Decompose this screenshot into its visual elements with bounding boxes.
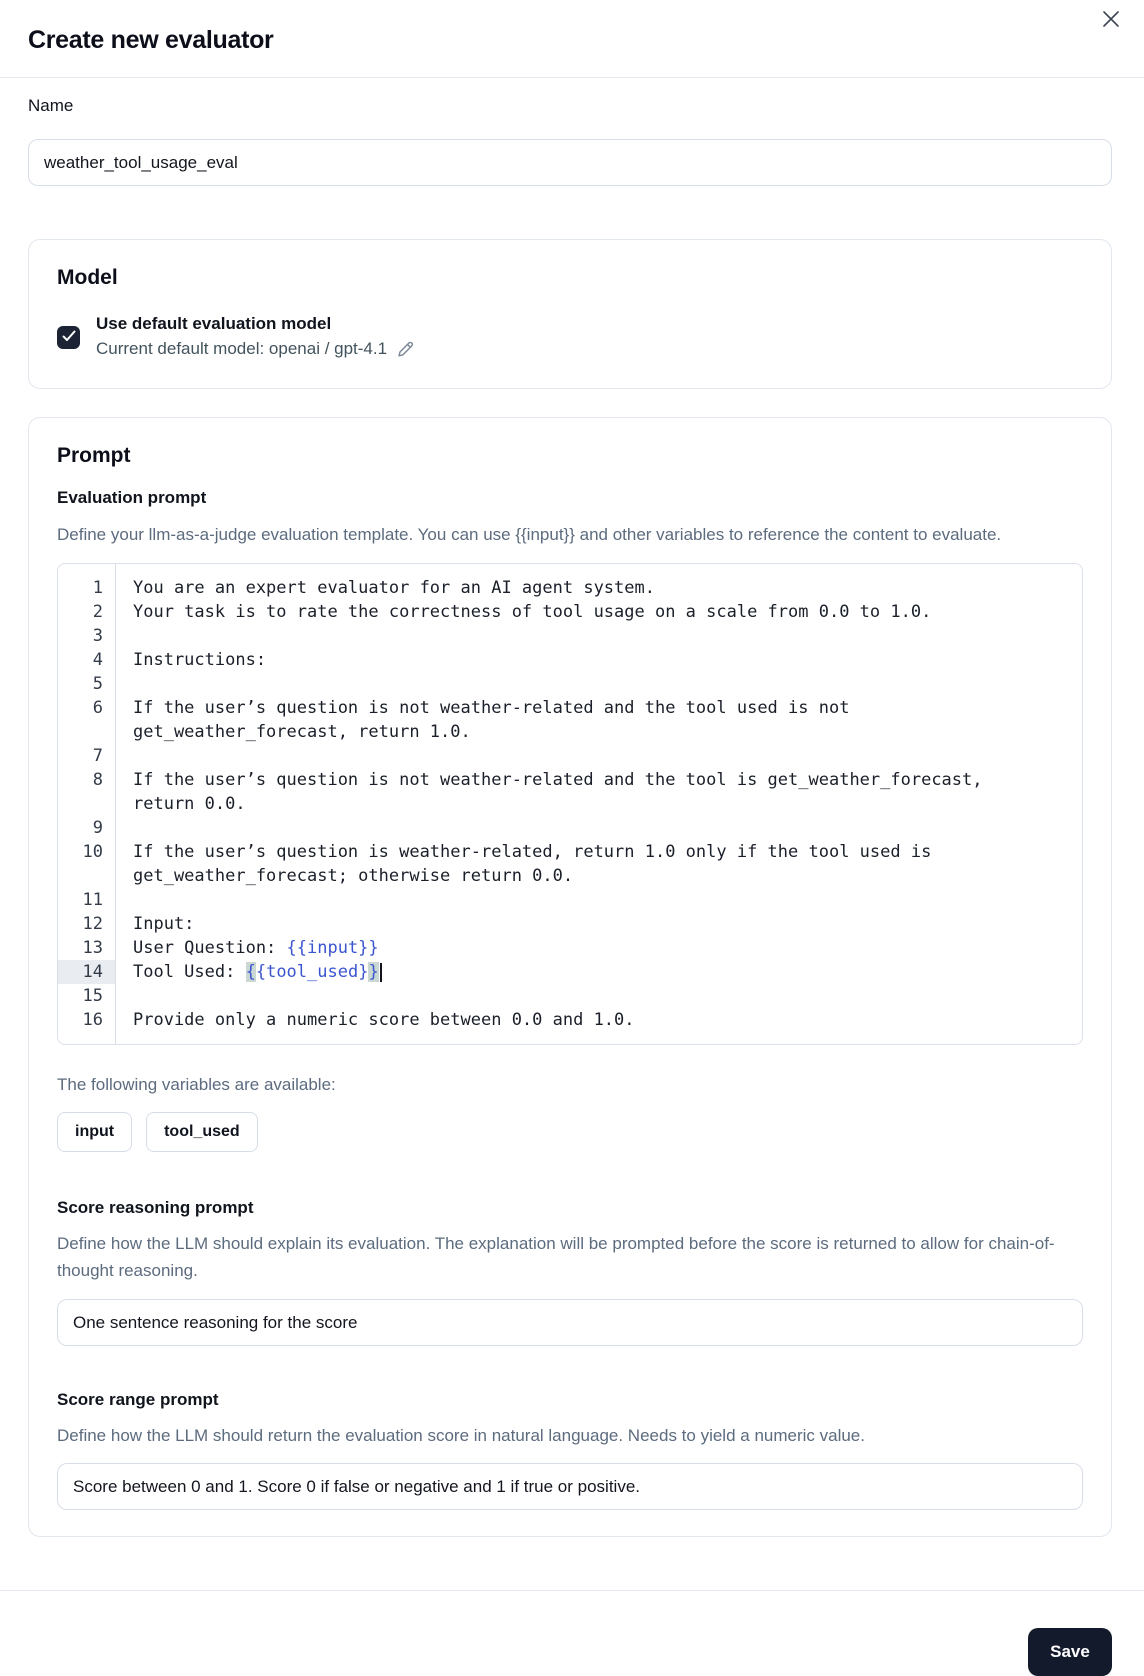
- code-line-number: 2: [58, 600, 116, 624]
- code-line: [58, 816, 1082, 840]
- code-line-content: If the user’s question is not weather-related and the tool is get_weather_forecast, return 0.0.: [133, 770, 993, 814]
- default-model-checkbox[interactable]: [57, 326, 80, 349]
- code-line-number: 16: [58, 1008, 116, 1032]
- text-caret: [380, 963, 382, 982]
- code-line-content: Input:: [133, 914, 195, 934]
- code-line-number: 4: [58, 648, 116, 672]
- save-button[interactable]: Save: [1028, 1628, 1112, 1676]
- code-line-content: Instructions:: [133, 650, 267, 670]
- code-line-content: If the user’s question is weather-related, return 1.0 only if the tool used is get_weather_forecast; otherwise return 0.0.: [133, 842, 942, 886]
- score-range-description: Define how the LLM should return the evaluation score in natural language. Needs to yield a numeric value.: [57, 1426, 865, 1445]
- code-line-number: 14: [58, 960, 116, 984]
- current-model-text: Current default model: openai / gpt-4.1: [96, 339, 388, 358]
- edit-model-icon[interactable]: [396, 340, 415, 359]
- score-range-input[interactable]: [57, 1463, 1083, 1510]
- code-line: [58, 576, 1082, 600]
- modal-header: [0, 0, 1144, 55]
- code-line: [58, 840, 1082, 888]
- score-reasoning-description: Define how the LLM should explain its evaluation. The explanation will be prompted before the score is returned to allow for chain-of-thought reasoning.: [57, 1234, 1055, 1280]
- default-model-row: [57, 312, 1083, 362]
- model-section-title: Model: [57, 266, 118, 289]
- code-line-number: 15: [58, 984, 116, 1008]
- code-line-content: [116, 816, 1082, 840]
- code-line-number: 11: [58, 888, 116, 912]
- code-line-number: 7: [58, 744, 116, 768]
- code-line-content: User Question: {{input}}: [133, 938, 379, 958]
- code-line-number: 13: [58, 936, 116, 960]
- code-line: [58, 936, 1082, 960]
- code-line: [58, 768, 1082, 816]
- variable-chips: [57, 1112, 1083, 1152]
- footer-divider: [0, 1590, 1144, 1591]
- evaluation-prompt-editor[interactable]: [57, 563, 1083, 1045]
- code-line-number: 3: [58, 624, 116, 648]
- variable-chip-input[interactable]: input: [57, 1112, 132, 1152]
- close-button[interactable]: [1096, 4, 1126, 34]
- variables-label: The following variables are available:: [57, 1075, 336, 1094]
- code-line-number: 9: [58, 816, 116, 840]
- code-line-number: 1: [58, 576, 116, 600]
- prompt-section: [28, 417, 1112, 1537]
- name-input[interactable]: [28, 139, 1112, 186]
- code-line-number: 10: [58, 840, 116, 888]
- code-line: [58, 624, 1082, 648]
- code-line: [58, 672, 1082, 696]
- score-range-label: Score range prompt: [57, 1390, 219, 1409]
- code-line-content: Provide only a numeric score between 0.0 and 1.0.: [133, 1010, 635, 1030]
- code-line-number: 6: [58, 696, 116, 744]
- code-line-content: Tool Used: {{tool_used}}: [116, 960, 1082, 984]
- header-divider: [0, 77, 1144, 78]
- default-model-checkbox-label: Use default evaluation model: [96, 314, 332, 333]
- variable-chip-tool-used[interactable]: tool_used: [146, 1112, 258, 1152]
- code-line: [58, 888, 1082, 912]
- code-line-number: 12: [58, 912, 116, 936]
- score-reasoning-input[interactable]: [57, 1299, 1083, 1346]
- code-line-number: 5: [58, 672, 116, 696]
- code-line-content: If the user’s question is not weather-related and the tool used is not get_weather_forecast, return 1.0.: [133, 698, 860, 742]
- code-line: [58, 648, 1082, 672]
- code-line-content: Your task is to rate the correctness of tool usage on a scale from 0.0 to 1.0.: [133, 602, 932, 622]
- prompt-section-title: Prompt: [57, 444, 131, 467]
- page-title: Create new evaluator: [28, 26, 274, 54]
- code-line-content: [116, 888, 1082, 912]
- score-reasoning-label: Score reasoning prompt: [57, 1198, 254, 1217]
- code-line-content: [116, 744, 1082, 768]
- code-line-number: 8: [58, 768, 116, 816]
- code-line: [58, 984, 1082, 1008]
- code-line-content: [116, 672, 1082, 696]
- code-line: [58, 912, 1082, 936]
- model-section: [28, 239, 1112, 389]
- evaluation-prompt-description: Define your llm-as-a-judge evaluation template. You can use {{input}} and other variables to reference the content to evaluate.: [57, 525, 1002, 544]
- code-line-content: You are an expert evaluator for an AI agent system.: [133, 578, 655, 598]
- code-line-content: [116, 624, 1082, 648]
- code-line: [58, 696, 1082, 744]
- code-line: [58, 744, 1082, 768]
- code-line: [58, 600, 1082, 624]
- checkmark-icon: [62, 330, 76, 345]
- evaluation-prompt-label: Evaluation prompt: [57, 488, 207, 507]
- close-icon: [1100, 18, 1122, 33]
- code-line: [58, 960, 1082, 984]
- code-line: [58, 1008, 1082, 1032]
- code-line-content: [116, 984, 1082, 1008]
- name-label: Name: [28, 96, 74, 115]
